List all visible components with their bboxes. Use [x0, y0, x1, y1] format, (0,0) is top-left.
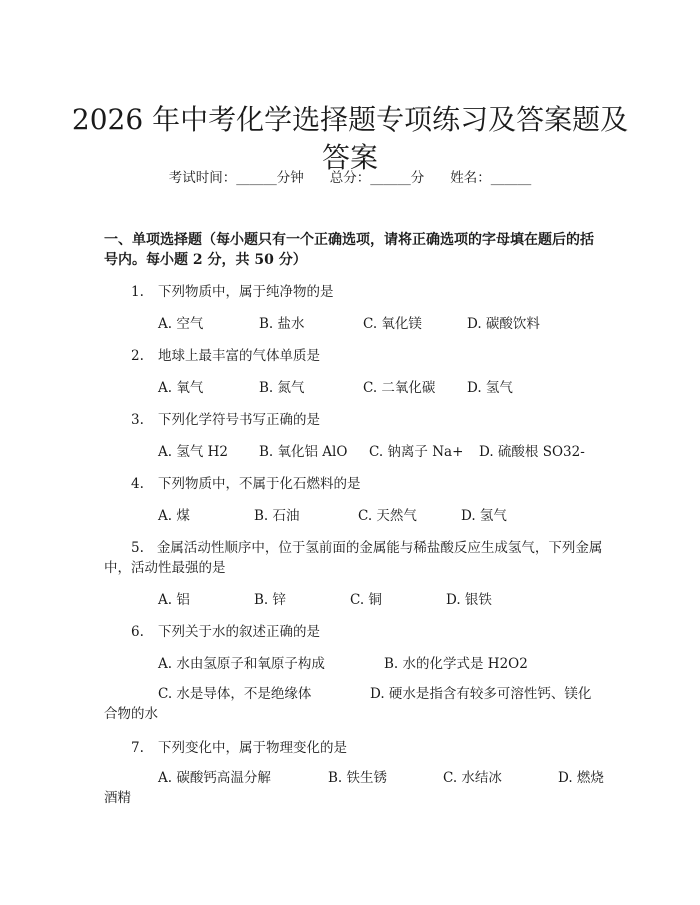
option-c: C. 天然气: [358, 508, 417, 524]
exam-time-field: 考试时间：______分钟: [168, 170, 304, 186]
name-field: 姓名：______: [450, 170, 532, 186]
question-4: 4. 下列物质中，不属于化石燃料的是: [131, 476, 361, 492]
options-1: [158, 314, 540, 334]
options-6-row-2: [104, 684, 604, 724]
option-b: B. 石油: [254, 508, 300, 524]
option-b: B. 氧化铝 AlO: [259, 444, 348, 460]
option-a: A. 氧气: [158, 380, 204, 396]
option-d: D. 氢气: [461, 508, 507, 524]
option-d: D. 硬水是指含有较多可溶性钙、镁化合物的水: [104, 686, 592, 722]
options-4: [158, 506, 507, 526]
option-c: C. 铜: [350, 592, 382, 608]
option-d: D. 碳酸饮料: [467, 316, 540, 332]
title-line-2: 答案: [321, 140, 378, 174]
options-2: [158, 378, 513, 398]
options-6-row-1: [158, 654, 528, 674]
page-title: [0, 101, 700, 177]
option-c: C. 氧化镁: [363, 316, 422, 332]
question-5: 5. 金属活动性顺序中，位于氢前面的金属能与稀盐酸反应生成氢气，下列金属中，活动性最强的是: [104, 540, 603, 576]
options-7: [104, 768, 604, 808]
option-b: B. 水的化学式是 H2O2: [384, 656, 528, 672]
section-heading: 一、单项选择题（每小题只有一个正确选项，请将正确选项的字母填在题后的括号内。每小题 2 分，共 50 分）: [104, 232, 594, 268]
option-a: A. 氢气 H2: [158, 444, 228, 460]
option-a: A. 碳酸钙高温分解: [158, 770, 271, 786]
option-c: C. 水是导体，不是绝缘体: [158, 686, 312, 702]
option-b: B. 盐水: [259, 316, 305, 332]
option-a: A. 空气: [158, 316, 204, 332]
exam-info-line: [0, 168, 700, 188]
option-a: A. 铝: [158, 592, 190, 608]
question-3: 3. 下列化学符号书写正确的是: [131, 412, 320, 428]
option-b: B. 铁生锈: [328, 770, 388, 786]
option-d: D. 燃烧酒精: [104, 770, 604, 806]
question-1: 1. 下列物质中，属于纯净物的是: [131, 284, 334, 300]
option-d: D. 硫酸根 SO32-: [479, 444, 585, 460]
title-line-1: 2026 年中考化学选择题专项练习及答案题及: [71, 102, 629, 136]
options-3: [158, 442, 585, 462]
option-a: A. 煤: [158, 508, 190, 524]
option-a: A. 水由氢原子和氧原子构成: [158, 656, 325, 672]
total-score-field: 总分：______分: [329, 170, 425, 186]
option-d: D. 银铁: [446, 592, 492, 608]
options-5: [158, 590, 492, 610]
question-7: 7. 下列变化中，属于物理变化的是: [131, 740, 347, 756]
option-b: B. 氮气: [259, 380, 305, 396]
option-c: C. 钠离子 Na+: [369, 444, 464, 460]
option-c: C. 水结冰: [443, 770, 502, 786]
question-6: 6. 下列关于水的叙述正确的是: [131, 624, 320, 640]
option-b: B. 锌: [254, 592, 287, 608]
option-d: D. 氢气: [467, 380, 513, 396]
question-2: 2. 地球上最丰富的气体单质是: [131, 348, 320, 364]
option-c: C. 二氧化碳: [363, 380, 436, 396]
